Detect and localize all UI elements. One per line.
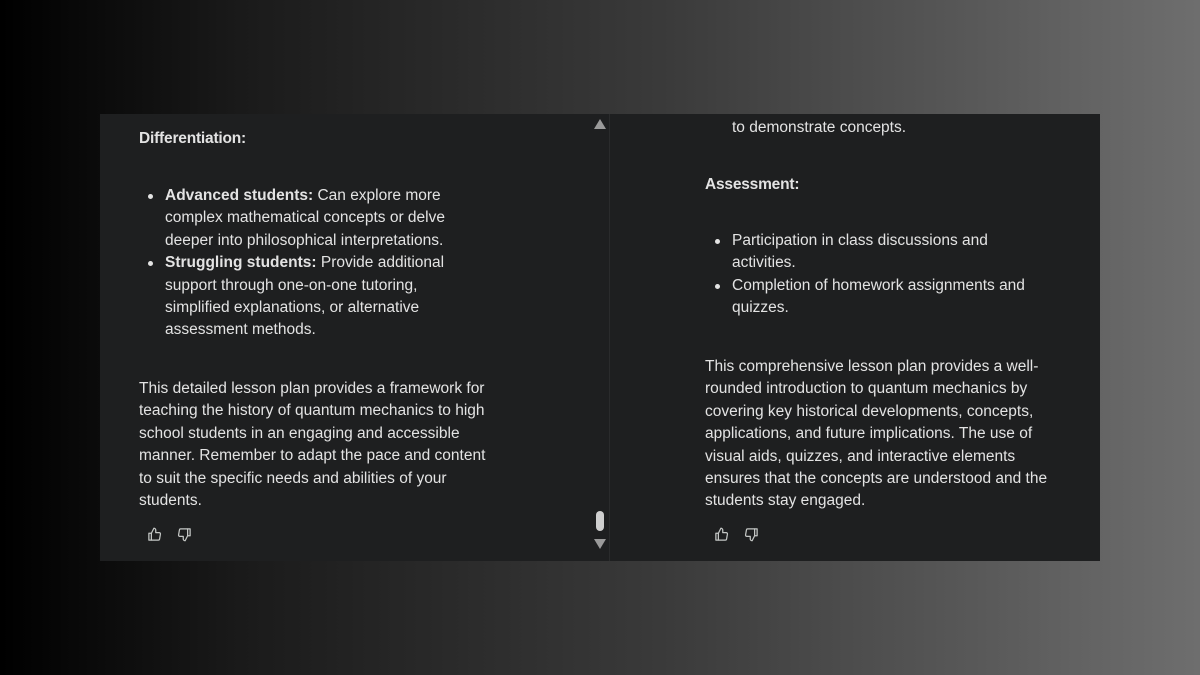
feedback-bar [146,526,192,542]
thumbs-down-icon [744,527,759,542]
list-item-text: Can explore more complex mathematical concepts or delve deeper into philosophical interpretations. [165,187,445,249]
continued-text-line: to demonstrate concepts. [732,119,907,136]
scroll-down-icon[interactable] [594,539,606,549]
thumbs-down-button[interactable] [176,526,192,542]
thumbs-up-button[interactable] [713,526,729,542]
list-item [139,185,479,252]
differentiation-list [139,185,479,342]
list-item: Participation in class discussions and activities. [706,230,1046,275]
scroll-up-icon[interactable] [594,119,606,129]
thumbs-up-button[interactable] [146,526,162,542]
feedback-bar [713,526,759,542]
thumbs-up-icon [147,527,162,542]
list-item-label: Struggling students: [165,254,317,272]
list-item [139,252,479,342]
thumbs-down-icon [177,527,192,542]
list-item: Completion of homework assignments and quizzes. [706,275,1046,320]
summary-paragraph: This detailed lesson plan provides a framework for teaching the history of quantum mechanics to high school students in an engaging and accessible manner. Remember to adapt the pace and content to suit the specific needs and abilities of your students. [139,380,486,510]
scrollbar-thumb[interactable] [596,511,604,531]
thumbs-up-icon [714,527,729,542]
comparison-panel [100,114,1100,561]
assessment-list [706,230,1046,320]
section-heading-assessment: Assessment: [705,176,800,193]
response-pane-left [100,114,609,561]
list-item-label: Advanced students: [165,187,314,204]
summary-paragraph: This comprehensive lesson plan provides a well-rounded introduction to quantum mechanics by covering key historical developments, concepts, applications, and future implications. The use of visual aids, quizzes, and interactive elements ensures that the concepts are understood and the students stay engaged. [705,358,1048,510]
list-item-text: Provide additional support through one-on-one tutoring, simplified explanations, or alternative assessment methods. [165,254,445,339]
thumbs-down-button[interactable] [743,526,759,542]
response-pane-right [610,114,1100,561]
section-heading-differentiation: Differentiation: [139,130,247,147]
